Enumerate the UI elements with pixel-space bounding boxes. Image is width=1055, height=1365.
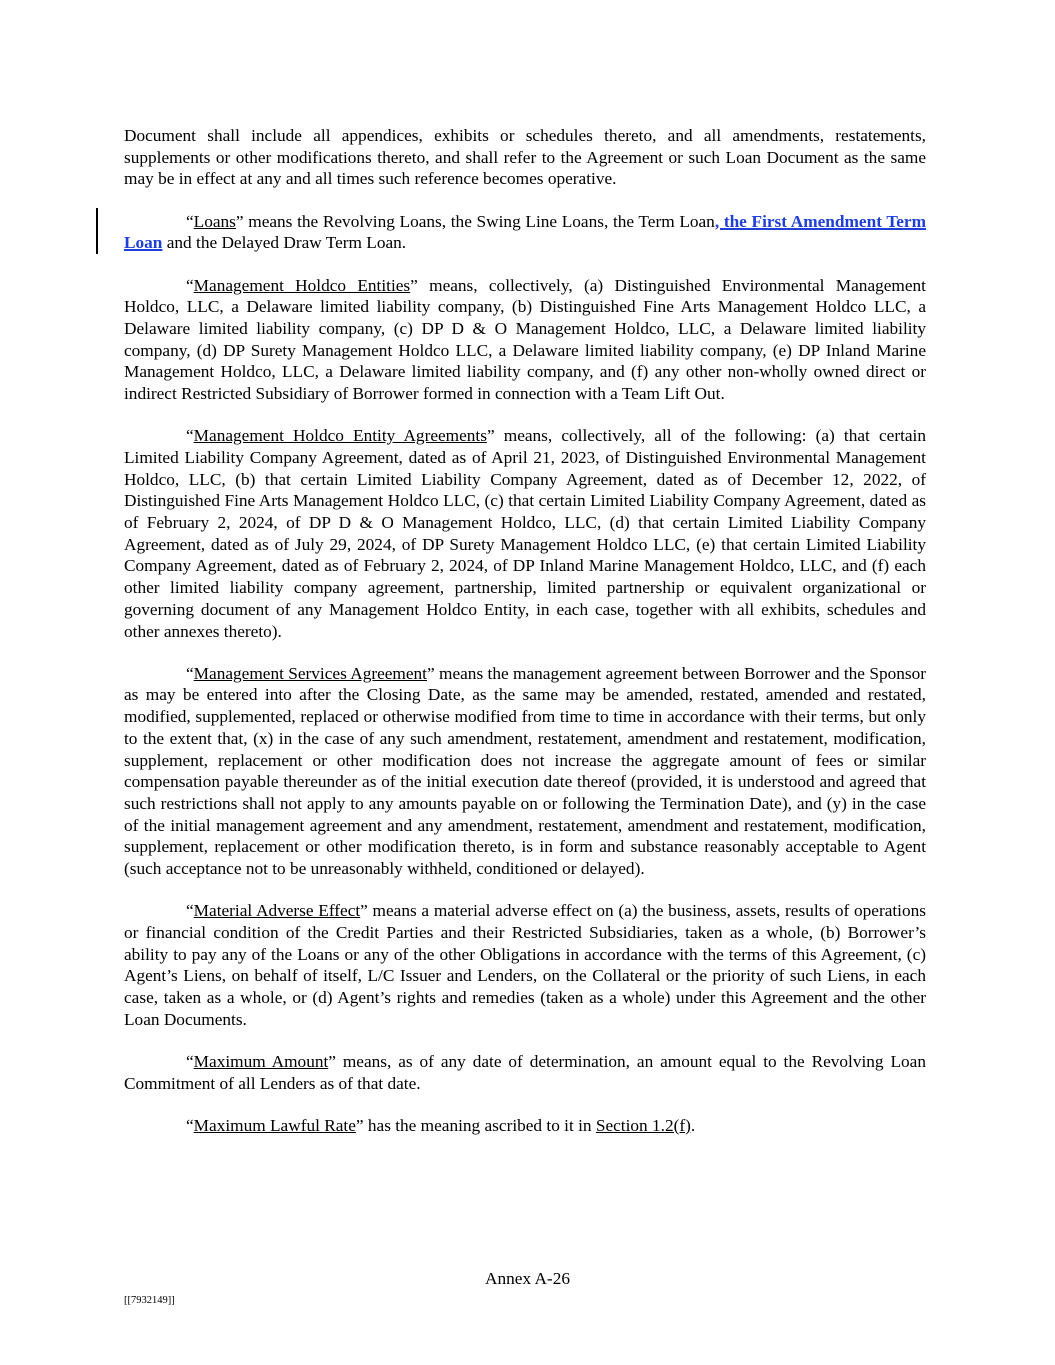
document-body xyxy=(124,125,926,1157)
page-number: Annex A-26 xyxy=(485,1269,570,1288)
definition-maximum-amount: “Maximum Amount” means, as of any date of determination, an amount equal to the Revolving Loan Commitment of all Lenders as of that date. xyxy=(124,1052,926,1093)
section-reference: Section 1.2(f) xyxy=(595,1115,691,1135)
document-id: [[7932149]] xyxy=(124,1295,175,1306)
paragraph-intro: Document shall include all appendices, exhibits or schedules thereto, and all amendments, restatements, supplements or other modifications thereto, and shall refer to the Agreement or such Loan Document as the same may be in effect at any and all times such reference becomes operative. xyxy=(124,126,926,189)
definition-loans: “Loans” means the Revolving Loans, the Swing Line Loans, the Term Loan, the First Amendment Term Loan and the Delayed Draw Term Loan. xyxy=(124,211,926,253)
term-maximum-lawful-rate: Maximum Lawful Rate xyxy=(193,1115,356,1135)
definition-management-holdco-entities: “Management Holdco Entities” means, collectively, (a) Distinguished Environmental Management Holdco, LLC, a Delaware limited liability company, (b) Distinguished Fine Arts Management Holdco LLC, a Delaware limited liability company, (c) DP D & O Management Holdco, LLC, a Delaware limited liability company, (d) DP Surety Management Holdco LLC, a Delaware limited liability company, (e) DP Inland Marine Management Holdco, LLC, a Delaware limited liability company, and (f) any other non-wholly owned direct or indirect Restricted Subsidiary of Borrower formed in connection with a Team Lift Out. xyxy=(124,275,926,404)
definition-maximum-lawful-rate: “Maximum Lawful Rate” has the meaning ascribed to it in Section 1.2(f). xyxy=(186,1115,696,1135)
term-management-holdco-entity-agreements: Management Holdco Entity Agreements xyxy=(193,426,487,446)
definition-management-holdco-entity-agreements: “Management Holdco Entity Agreements” means, collectively, all of the following: (a) that certain Limited Liability Company Agreement, dated as of April 21, 2023, of Distinguished Environmental Management Holdco, LLC, (b) that certain Limited Liability Company Agreement, dated as of December 12, 2022, of Distinguished Fine Arts Management Holdco LLC, (c) that certain Limited Liability Company Agreement, dated as of February 2, 2024, of DP D & O Management Holdco, LLC, (d) that certain Limited Liability Company Agreement, dated as of July 29, 2024, of DP Surety Management Holdco LLC, (e) that certain Limited Liability Company Agreement, dated as of February 2, 2024, of DP Inland Marine Management Holdco, LLC, and (f) each other limited liability company agreement, partnership, limited partnership or equivalent organizational or governing document of any Management Holdco Entity, in each case, together with all exhibits, schedules and other annexes thereto). xyxy=(124,426,926,641)
term-loans: Loans xyxy=(193,211,236,231)
term-management-holdco-entities: Management Holdco Entities xyxy=(193,275,411,295)
definition-management-services-agreement: “Management Services Agreement” means the management agreement between Borrower and the Sponsor as may be entered into after the Closing Date, as the same may be amended, restated, amended and restated, modified, supplemented, replaced or otherwise modified from time to time in accordance with their terms, but only to the extent that, (x) in the case of any such amendment, restatement, amendment and restatement, modification, supplement, replacement or other modification does not increase the aggregate amount of fees or similar compensation payable thereunder as of the initial execution date thereof (provided, it is understood and agreed that such restrictions shall not apply to any amounts payable on or following the Termination Date), and (y) in the case of the initial management agreement and any amendment, restatement, amendment and restatement, modification, supplement, replacement or other modification thereto, is in form and substance reasonably acceptable to Agent (such acceptance not to be unreasonably withheld, conditioned or delayed). xyxy=(124,663,926,879)
term-maximum-amount: Maximum Amount xyxy=(193,1052,329,1072)
inserted-text: , the First Amendment Term Loan xyxy=(124,211,926,253)
definition-material-adverse-effect: “Material Adverse Effect” means a material adverse effect on (a) the business, assets, results of operations or financial condition of the Credit Parties and their Restricted Subsidiaries, taken as a whole, (b) Borrower’s ability to pay any of the Loans or any of the other Obligations in accordance with the terms of this Agreement, (c) Agent’s Liens, on behalf of itself, L/C Issuer and Lenders, on the Collateral or the priority of such Liens, in each case, taken as a whole, or (d) Agent’s rights and remedies (taken as a whole) under this Agreement and the other Loan Documents. xyxy=(124,901,926,1029)
term-material-adverse-effect: Material Adverse Effect xyxy=(193,901,361,921)
change-bar xyxy=(96,208,98,254)
term-management-services-agreement: Management Services Agreement xyxy=(193,663,427,683)
